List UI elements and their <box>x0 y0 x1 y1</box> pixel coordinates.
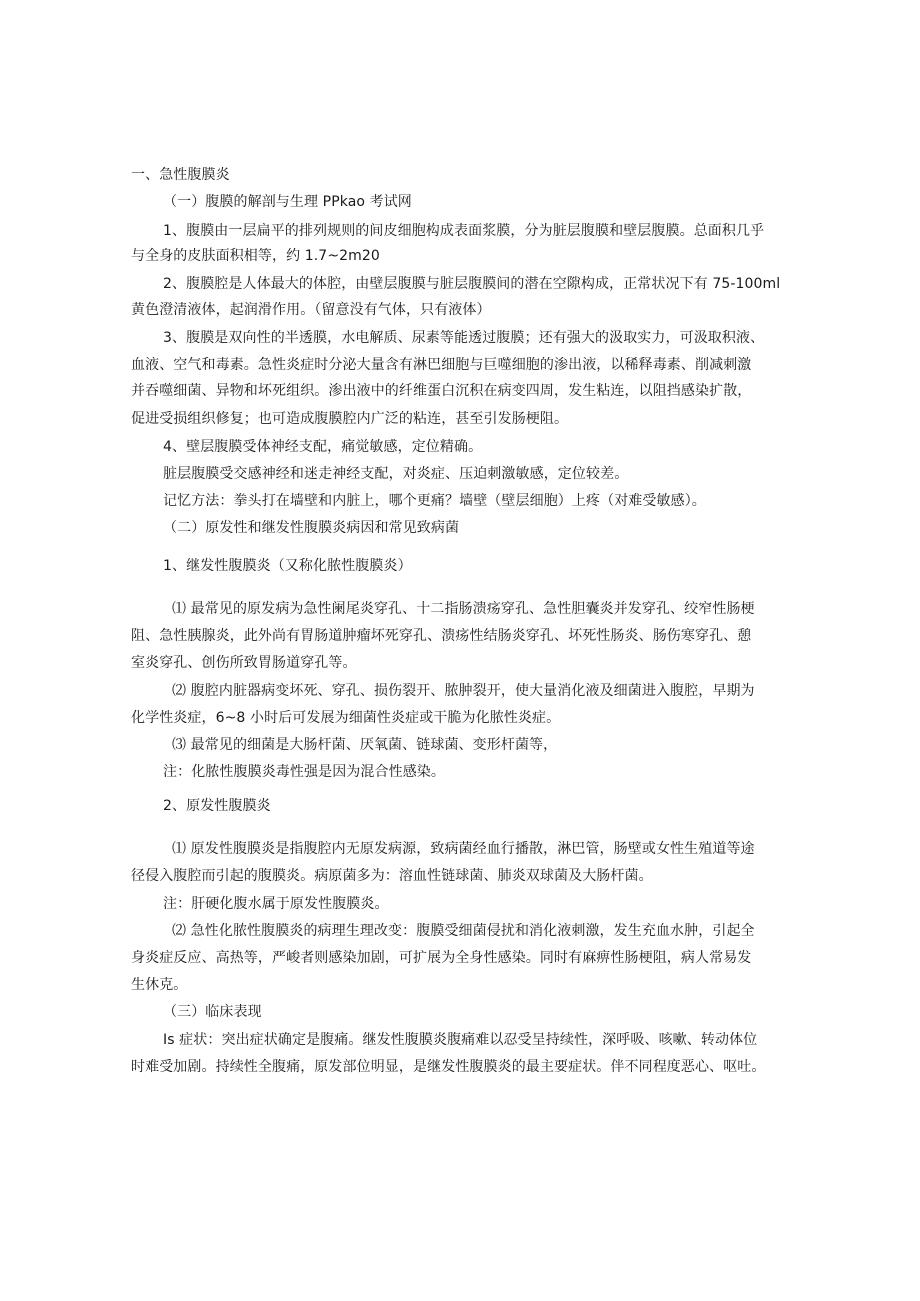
text-line: 阻、急性胰腺炎，此外尚有胃肠道肿瘤坏死穿孔、溃疡性结肠炎穿孔、坏死性肠炎、肠伤寒穿孔、憩 <box>131 628 752 644</box>
note-line: 注：肝硬化腹水属于原发性腹膜炎。 <box>163 896 389 912</box>
text-line: 促进受损组织修复；也可造成腹膜腔内广泛的粘连，甚至引发肠梗阻。 <box>131 411 569 427</box>
text-line: ⑴ 原发性腹膜炎是指腹腔内无原发病源，致病菌经血行播散，淋巴管，肠壁或女性生殖道等途 <box>172 841 755 857</box>
text-line: 生休克。 <box>131 977 188 993</box>
subsection-secondary-peritonitis: 1、继发性腹膜炎（又称化脓性腹膜炎） <box>163 558 412 574</box>
heading-acute-peritonitis: 一、急性腹膜炎 <box>131 167 230 183</box>
text-line: 1、腹膜由一层扁平的排列规则的间皮细胞构成表面浆膜，分为脏层腹膜和壁层腹膜。总面积几乎 <box>163 223 765 239</box>
text-line: Is 症状：突出症状确定是腹痛。继发性腹膜炎腹痛难以忍受呈持续性，深呼吸、咳嗽、转动体位 <box>163 1032 758 1048</box>
text-line: 径侵入腹腔而引起的腹膜炎。病原菌多为：溶血性链球菌、肺炎双球菌及大肠杆菌。 <box>131 868 653 884</box>
text-line: 3、腹膜是双向性的半透膜，水电解质、尿素等能透过腹膜；还有强大的汲取实力，可汲取积液、 <box>163 330 765 346</box>
text-line: ⑵ 急性化脓性腹膜炎的病理生理改变：腹膜受细菌侵扰和消化液刺激，发生充血水肿，引起全 <box>172 923 755 939</box>
text-line: 身炎症反应、高热等，严峻者则感染加剧，可扩展为全身性感染。同时有麻痹性肠梗阻，病人常易发 <box>131 950 752 966</box>
text-line: 记忆方法：拳头打在墙壁和内脏上，哪个更痛？墙壁（壁层细胞）上疼（对难受敏感）。 <box>163 493 706 509</box>
text-line: ⑵ 腹腔内脏器病变坏死、穿孔、损伤裂开、脓肿裂开，使大量消化液及细菌进入腹腔，早期为 <box>172 683 755 699</box>
text-line: ⑴ 最常见的原发病为急性阑尾炎穿孔、十二指肠溃疡穿孔、急性胆囊炎并发穿孔、绞窄性肠梗 <box>172 601 755 617</box>
text-line: 并吞噬细菌、异物和坏死组织。渗出液中的纤维蛋白沉积在病变四周，发生粘连，以阻挡感染扩散， <box>131 383 752 399</box>
text-line: 时难受加剧。持续性全腹痛，原发部位明显，是继发性腹膜炎的最主要症状。伴不同程度恶心、呕吐。 <box>131 1059 766 1075</box>
text-line: 脏层腹膜受交感神经和迷走神经支配，对炎症、压迫刺激敏感，定位较差。 <box>163 466 629 482</box>
text-line: 血液、空气和毒素。急性炎症时分泌大量含有淋巴细胞与巨噬细胞的渗出液，以稀释毒素、削减刺激 <box>131 357 752 373</box>
subheading-anatomy: （一）腹膜的解剖与生理 PPkao 考试网 <box>163 194 412 210</box>
subheading-clinical: （三）临床表现 <box>163 1004 262 1020</box>
text-line: 4、壁层腹膜受体神经支配，痛觉敏感，定位精确。 <box>163 439 483 455</box>
note-line: 注：化脓性腹膜炎毒性强是因为混合性感染。 <box>163 764 445 780</box>
text-line: 2、腹膜腔是人体最大的体腔，由壁层腹膜与脏层腹膜间的潜在空隙构成，正常状况下有 75-100ml <box>163 276 781 292</box>
subheading-etiology: （二）原发性和继发性腹膜炎病因和常见致病菌 <box>163 520 460 536</box>
text-line: 与全身的皮肤面积相等，约 1.7~2m20 <box>131 248 380 264</box>
subsection-primary-peritonitis: 2、原发性腹膜炎 <box>163 798 271 814</box>
text-line: 室炎穿孔、创伤所致胃肠道穿孔等。 <box>131 655 357 671</box>
text-line: 化学性炎症，6~8 小时后可发展为细菌性炎症或干脆为化脓性炎症。 <box>131 710 561 726</box>
text-line: 黄色澄清液体，起润滑作用。（留意没有气体，只有液体） <box>131 302 491 318</box>
text-line: ⑶ 最常见的细菌是大肠杆菌、厌氧菌、链球菌、变形杆菌等， <box>172 737 558 753</box>
